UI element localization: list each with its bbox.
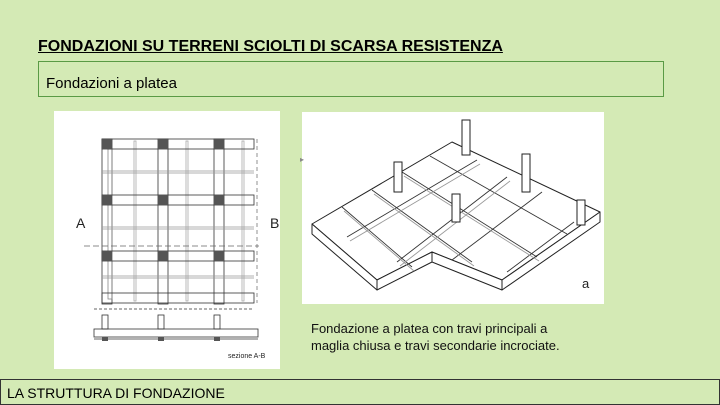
isometric-drawing (302, 112, 604, 304)
plan-label-a: A (76, 215, 86, 231)
footer-bar (0, 379, 720, 405)
figure-caption (311, 320, 611, 354)
caption-line-1: Fondazione a platea con travi principali a (311, 321, 548, 336)
slide-subtitle: Fondazioni a platea (46, 75, 177, 92)
svg-text:▸: ▸ (300, 155, 305, 164)
plan-section-label: sezione A-B (228, 353, 266, 360)
isometric-drawing-svg (302, 112, 604, 304)
plan-label-b: B (270, 215, 280, 231)
plan-drawing (54, 111, 280, 369)
iso-label-a: a (582, 276, 590, 291)
plan-drawing-svg (54, 111, 280, 369)
subtitle-box (38, 61, 664, 97)
slide-title: FONDAZIONI SU TERRENI SCIOLTI DI SCARSA RESISTENZA (38, 38, 503, 55)
caption-line-2: maglia chiusa e travi secondarie incrociate. (311, 338, 560, 353)
footer-text: LA STRUTTURA DI FONDAZIONE (7, 385, 225, 401)
